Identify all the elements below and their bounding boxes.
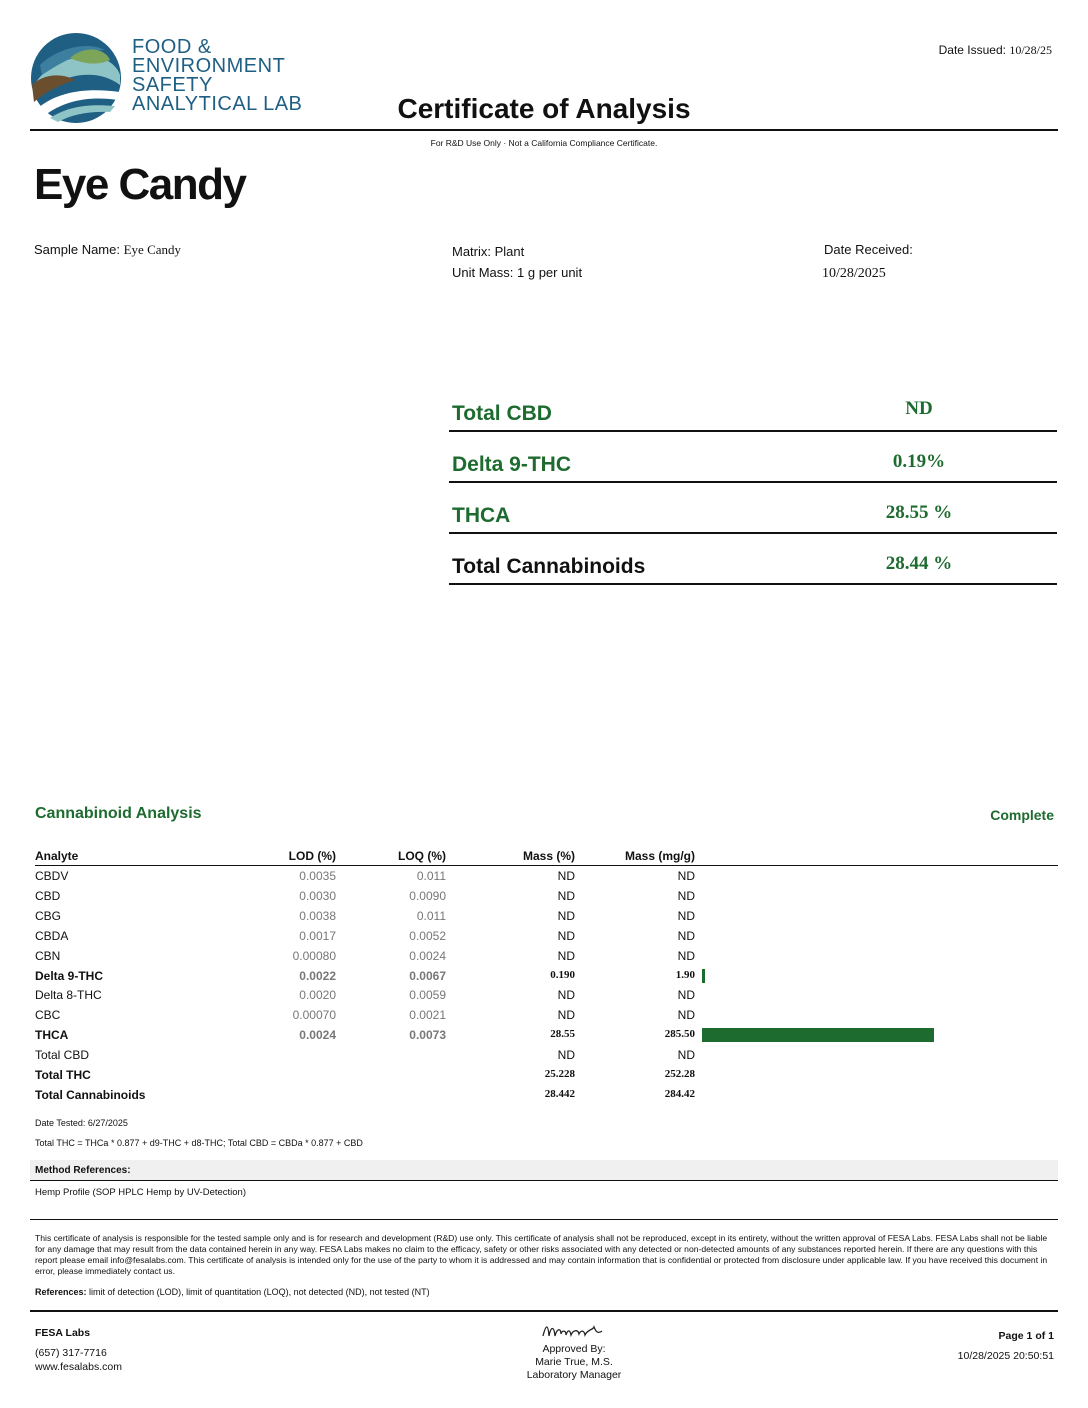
mass-bar bbox=[702, 1028, 934, 1042]
loq-value: 0.0059 bbox=[409, 988, 446, 1003]
col-loq: LOQ (%) bbox=[398, 849, 446, 863]
mass-bar bbox=[702, 969, 705, 983]
header-divider bbox=[30, 129, 1058, 131]
references bbox=[35, 1287, 430, 1297]
mass-mg-value: 284.42 bbox=[664, 1087, 695, 1100]
mass-pct-value: 28.442 bbox=[544, 1087, 575, 1100]
table-row bbox=[35, 886, 1058, 906]
mass-mg-value: ND bbox=[677, 948, 695, 963]
mass-pct-value: ND bbox=[557, 888, 575, 903]
summary-delta9-thc bbox=[449, 432, 1057, 483]
logo-line: SAFETY bbox=[132, 74, 213, 96]
summary-value: 28.44 % bbox=[885, 553, 953, 574]
company-name: FESA Labs bbox=[35, 1327, 91, 1339]
lod-value: 0.0024 bbox=[299, 1028, 336, 1043]
lod-value: 0.0035 bbox=[299, 869, 336, 883]
date-issued-label: Date Issued: bbox=[938, 43, 1006, 57]
approver-title: Laboratory Manager bbox=[526, 1369, 622, 1381]
col-mass-mg: Mass (mg/g) bbox=[624, 849, 695, 863]
references-label: References: bbox=[35, 1287, 87, 1297]
table-header bbox=[35, 849, 1058, 866]
mass-mg-value: ND bbox=[677, 1048, 695, 1063]
date-issued bbox=[939, 43, 1052, 58]
mass-pct-value: ND bbox=[557, 1048, 575, 1063]
analyte-name: Total CBD bbox=[35, 1048, 90, 1063]
sample-name-label: Sample Name: bbox=[34, 242, 120, 257]
mass-pct-value: ND bbox=[557, 1008, 575, 1023]
page-subtitle: For R&D Use Only · Not a California Compliance Certificate. bbox=[430, 138, 658, 148]
mass-mg-value: ND bbox=[677, 888, 695, 903]
table-row bbox=[35, 1005, 1058, 1025]
analyte-name: Total THC bbox=[35, 1068, 91, 1082]
analyte-name: THCA bbox=[35, 1028, 69, 1043]
table-row bbox=[35, 866, 1058, 886]
total-formula: Total THC = THCa * 0.877 + d9-THC + d8-THC; Total CBD = CBDa * 0.877 + CBD bbox=[35, 1138, 363, 1148]
analyte-name: CBD bbox=[35, 888, 61, 903]
lod-value: 0.0020 bbox=[299, 988, 336, 1003]
analyte-name: CBG bbox=[35, 908, 62, 923]
divider bbox=[30, 1219, 1058, 1220]
analyte-name: CBDA bbox=[35, 928, 69, 943]
summary-thca bbox=[449, 483, 1057, 534]
mass-pct-value: 0.190 bbox=[550, 968, 575, 981]
mass-pct-value: ND bbox=[557, 908, 575, 923]
section-title: Cannabinoid Analysis bbox=[35, 805, 202, 822]
mass-mg-value: ND bbox=[677, 1008, 695, 1023]
summary-label: Total Cannabinoids bbox=[452, 555, 646, 578]
lod-value: 0.0038 bbox=[299, 908, 336, 923]
footer-divider bbox=[30, 1310, 1058, 1312]
summary-total-cbd bbox=[449, 381, 1057, 432]
date-tested: Date Tested: 6/27/2025 bbox=[35, 1118, 128, 1128]
logo-line: ANALYTICAL LAB bbox=[132, 93, 303, 115]
mass-pct-value: 28.55 bbox=[550, 1028, 575, 1041]
col-mass-pct: Mass (%) bbox=[522, 849, 575, 863]
analyte-name: CBC bbox=[35, 1008, 61, 1023]
references-text: limit of detection (LOD), limit of quantitation (LOQ), not detected (ND), not tested (NT) bbox=[89, 1287, 430, 1297]
analyte-name: Total Cannabinoids bbox=[35, 1087, 146, 1102]
analyte-name: Delta 8-THC bbox=[35, 988, 102, 1003]
table-row bbox=[35, 1045, 1058, 1065]
mass-mg-value: ND bbox=[677, 988, 695, 1003]
col-analyte: Analyte bbox=[35, 849, 79, 863]
loq-value: 0.0052 bbox=[409, 928, 446, 943]
logo-line: FOOD & bbox=[132, 36, 212, 58]
loq-value: 0.0090 bbox=[409, 888, 446, 903]
sample-name-value: Eye Candy bbox=[123, 242, 182, 257]
company-website: www.fesalabs.com bbox=[35, 1361, 122, 1373]
table-row bbox=[35, 1085, 1058, 1105]
footer-company-info bbox=[35, 1326, 122, 1374]
matrix: Matrix: Plant bbox=[452, 244, 525, 259]
mass-mg-value: ND bbox=[677, 928, 695, 943]
summary-value: 0.19% bbox=[892, 451, 946, 472]
lod-value: 0.0030 bbox=[299, 888, 336, 903]
mass-pct-value: 25.228 bbox=[544, 1068, 575, 1080]
summary-value: 28.55 % bbox=[885, 502, 953, 523]
page-number: Page 1 of 1 bbox=[998, 1330, 1054, 1342]
mass-pct-value: ND bbox=[557, 869, 575, 883]
loq-value: 0.011 bbox=[416, 869, 446, 883]
col-lod: LOD (%) bbox=[288, 849, 336, 863]
lod-value: 0.00070 bbox=[292, 1008, 336, 1023]
approved-by-label: Approved By: bbox=[542, 1343, 606, 1355]
lod-value: 0.0022 bbox=[299, 968, 336, 983]
table-row bbox=[35, 926, 1058, 946]
method-references-header bbox=[30, 1160, 1058, 1181]
mass-mg-value: ND bbox=[677, 869, 695, 883]
loq-value: 0.0073 bbox=[409, 1028, 446, 1043]
table-row bbox=[35, 966, 1058, 986]
loq-value: 0.0021 bbox=[409, 1008, 446, 1023]
footer-page-info bbox=[958, 1326, 1054, 1366]
sample-title: Eye Candy bbox=[34, 160, 246, 209]
summary-label: THCA bbox=[452, 504, 511, 527]
summary-label: Delta 9-THC bbox=[452, 453, 572, 476]
unit-mass: Unit Mass: 1 g per unit bbox=[452, 265, 583, 280]
table-row bbox=[35, 946, 1058, 966]
mass-mg-value: 252.28 bbox=[664, 1068, 695, 1080]
summary-total-cannabinoids bbox=[449, 534, 1057, 585]
mass-mg-value: ND bbox=[677, 908, 695, 923]
analyte-name: Delta 9-THC bbox=[35, 968, 104, 983]
method-references-text: Hemp Profile (SOP HPLC Hemp by UV-Detection) bbox=[35, 1187, 247, 1198]
loq-value: 0.0024 bbox=[409, 948, 446, 963]
mass-pct-value: ND bbox=[557, 948, 575, 963]
table-row bbox=[35, 1065, 1058, 1085]
mass-mg-value: 285.50 bbox=[664, 1028, 695, 1041]
lod-value: 0.0017 bbox=[299, 928, 336, 943]
table-row bbox=[35, 985, 1058, 1005]
analyte-name: CBDV bbox=[35, 869, 69, 883]
mass-pct-value: ND bbox=[557, 988, 575, 1003]
table-row bbox=[35, 906, 1058, 926]
logo-line: ENVIRONMENT bbox=[132, 55, 286, 77]
loq-value: 0.0067 bbox=[409, 968, 446, 983]
company-phone: (657) 317-7716 bbox=[35, 1347, 107, 1359]
table-row bbox=[35, 1025, 1058, 1045]
disclaimer: This certificate of analysis is responsible for the tested sample only and is for research and development (R&D) use only. This certificate of analysis shall not be reproduced, except in its entirety, without the written approval of FESA Labs. FESA Labs shall not be liable for any damage that may result from the data contained herein in any way. FESA Labs makes no claim to the efficacy, safety or other risks associated with any detected or non-detected amounts of any substances reported herein. If there are any questions with this report please email info@fesalabs.com. This certificate of analysis is intended only for the use of the party to whom it is addressed and may contain information that is confidential or protected from disclosure under applicable law. If you have received this document in error, please immediately contact us. bbox=[35, 1233, 1048, 1276]
lod-value: 0.00080 bbox=[292, 948, 336, 963]
method-references-label: Method References: bbox=[35, 1165, 131, 1176]
mass-mg-value: 1.90 bbox=[675, 968, 695, 981]
sample-name bbox=[34, 242, 181, 258]
mass-pct-value: ND bbox=[557, 928, 575, 943]
date-received-value: 10/28/2025 bbox=[822, 266, 886, 281]
approval-block bbox=[444, 1343, 704, 1382]
summary-label: Total CBD bbox=[452, 402, 552, 425]
analyte-name: CBN bbox=[35, 948, 61, 963]
date-issued-value: 10/28/25 bbox=[1009, 43, 1052, 57]
status-badge: Complete bbox=[990, 807, 1054, 823]
report-timestamp: 10/28/2025 20:50:51 bbox=[957, 1350, 1054, 1362]
approver-name: Marie True, M.S. bbox=[535, 1356, 613, 1368]
date-received-label: Date Received: bbox=[824, 242, 913, 257]
loq-value: 0.011 bbox=[416, 908, 446, 923]
page-title: Certificate of Analysis bbox=[397, 93, 691, 124]
summary-value: ND bbox=[905, 398, 933, 419]
